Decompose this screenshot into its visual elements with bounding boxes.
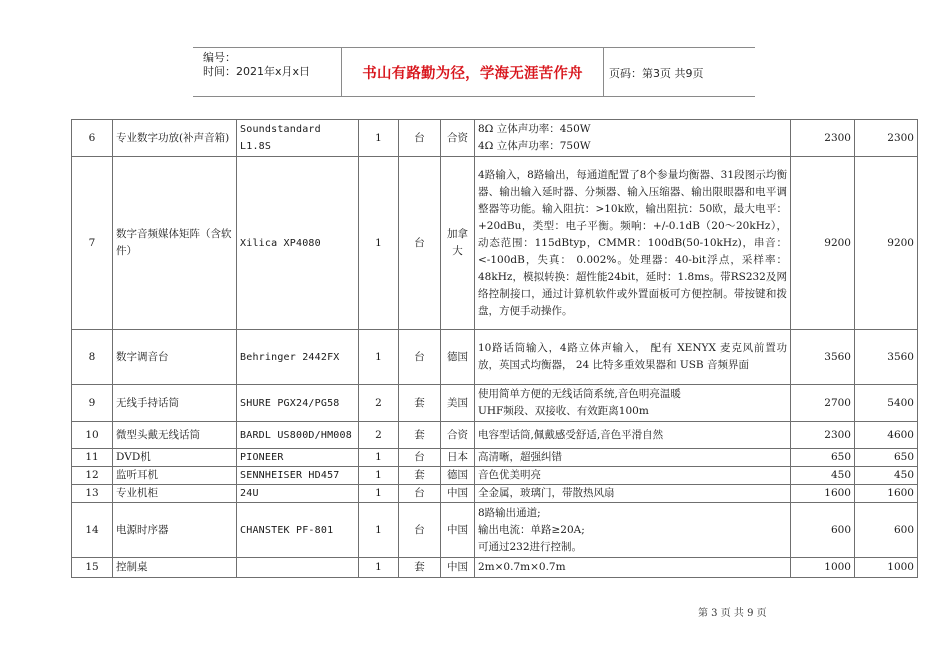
header-rule-top [193,47,755,48]
item-spec [475,120,791,157]
item-origin: 中国 [441,485,475,503]
item-name: 控制桌 [113,558,237,578]
header-rule-bottom [193,96,755,97]
item-spec [475,385,791,422]
item-spec [475,330,791,385]
item-unit-price: 3560 [791,330,855,385]
item-model: Behringer 2442FX [237,330,359,385]
item-number: 14 [72,503,113,558]
header-page-number: 页码：第3页 共9页 [609,67,704,80]
spec-line: 使用简单方便的无线话筒系统,音色明亮温暖 [478,388,681,400]
item-origin: 日本 [441,449,475,467]
item-quantity: 1 [359,330,399,385]
spec-line: 8路输出通道; [478,506,541,519]
item-model: Soundstandard L1.8S [237,120,359,157]
item-spec [475,449,791,467]
item-origin: 合资 [441,422,475,449]
item-model: PIONEER [237,449,359,467]
item-unit-price: 600 [791,503,855,558]
item-origin: 加拿大 [441,157,475,330]
item-number: 10 [72,422,113,449]
equipment-table [71,119,918,578]
header-motto: 书山有路勤为径，学海无涯苦作舟 [362,66,583,82]
table-row [72,120,918,157]
spec-line: 全金属，玻璃门，带散热风扇 [478,487,615,499]
item-number: 8 [72,330,113,385]
item-origin: 德国 [441,467,475,485]
item-unit-price: 2300 [791,422,855,449]
spec-line: 高清晰，超强纠错 [478,451,562,463]
item-unit: 套 [399,467,441,485]
item-unit: 台 [399,330,441,385]
item-unit-price: 2300 [791,120,855,157]
item-number: 12 [72,467,113,485]
item-total-price: 3560 [855,330,918,385]
item-unit: 套 [399,385,441,422]
item-origin: 德国 [441,330,475,385]
item-unit: 台 [399,503,441,558]
spec-line: 电容型话筒,佩戴感受舒适,音色平滑自然 [478,428,664,441]
item-unit-price: 1600 [791,485,855,503]
item-quantity: 1 [359,120,399,157]
item-quantity: 1 [359,467,399,485]
item-quantity: 2 [359,422,399,449]
spec-line: 输出电流：单路≥20A; [478,523,585,536]
item-unit-price: 650 [791,449,855,467]
equipment-table-body [72,120,918,578]
footer-page-number: 第 3 页 共 9 页 [698,608,767,619]
item-total-price: 1600 [855,485,918,503]
item-name: DVD机 [113,449,237,467]
item-unit-price: 2700 [791,385,855,422]
item-unit-price: 9200 [791,157,855,330]
item-quantity: 1 [359,558,399,578]
item-origin: 合资 [441,120,475,157]
item-unit: 台 [399,485,441,503]
item-spec [475,503,791,558]
item-name: 电源时序器 [113,503,237,558]
item-unit: 台 [399,157,441,330]
item-unit: 台 [399,449,441,467]
item-number: 15 [72,558,113,578]
spec-line: 4Ω 立体声功率：750W [478,140,591,152]
header-meta [203,51,310,79]
header-divider-1 [341,47,342,97]
item-model: 24U [237,485,359,503]
item-number: 6 [72,120,113,157]
item-number: 7 [72,157,113,330]
item-name: 数字音频媒体矩阵（含软件） [113,157,237,330]
item-name: 数字调音台 [113,330,237,385]
item-spec [475,485,791,503]
item-total-price: 650 [855,449,918,467]
spec-line: 可通过232进行控制。 [478,540,583,553]
item-quantity: 1 [359,157,399,330]
item-model: CHANSTEK PF-801 [237,503,359,558]
item-name: 专业机柜 [113,485,237,503]
item-origin: 中国 [441,558,475,578]
document-date: 时间：2021年x月x日 [203,65,311,78]
item-total-price: 2300 [855,120,918,157]
item-unit: 台 [399,120,441,157]
item-number: 11 [72,449,113,467]
item-total-price: 9200 [855,157,918,330]
item-name: 监听耳机 [113,467,237,485]
item-spec [475,157,791,330]
item-total-price: 4600 [855,422,918,449]
item-unit: 套 [399,422,441,449]
item-total-price: 450 [855,467,918,485]
spec-line: UHF频段、双接收、有效距离100m [478,405,649,417]
table-row [72,485,918,503]
item-number: 9 [72,385,113,422]
item-model: BARDL US800D/HM008 [237,422,359,449]
spec-line: 8Ω 立体声功率：450W [478,123,591,135]
item-spec [475,467,791,485]
table-row [72,503,918,558]
document-number-label: 编号： [203,51,236,64]
item-quantity: 1 [359,503,399,558]
item-number: 13 [72,485,113,503]
item-model: SENNHEISER HD457 [237,467,359,485]
item-model: Xilica XP4080 [237,157,359,330]
item-origin: 美国 [441,385,475,422]
spec-line: 2m×0.7m×0.7m [478,561,566,573]
item-model: SHURE PGX24/PG58 [237,385,359,422]
item-quantity: 1 [359,449,399,467]
item-quantity: 1 [359,485,399,503]
item-quantity: 2 [359,385,399,422]
table-row [72,422,918,449]
table-row [72,330,918,385]
header-divider-2 [603,47,604,97]
item-spec [475,422,791,449]
table-row [72,467,918,485]
table-row [72,558,918,578]
item-total-price: 1000 [855,558,918,578]
item-name: 无线手持话筒 [113,385,237,422]
spec-line: 4路输入，8路输出，每通道配置了8个参量均衡器、31段图示均衡器、输出输入延时器、分频器、输入压缩器、输出限眼器和电平调整器等功能。输入阻抗：>10k欧，输出阻抗：50欧，最大电平：+20dBu，类型：电子平衡。频响：+/-0.1dB（20～20kHz），动态范围：115dBtyp，CMMR：100dB(50-10kHz)，串音：<-100dB，失真： 0.002%。处理器：40-bit浮点，采样率：48kHz，模拟转换：超性能24bit，延时：1.8ms。带RS232及网络控制接口，通过计算机软件或外置面板可方便控制。带按键和拨盘，方便手动操作。 [478,168,787,317]
item-spec [475,558,791,578]
item-unit: 套 [399,558,441,578]
table-row [72,385,918,422]
item-origin: 中国 [441,503,475,558]
item-name: 微型头戴无线话筒 [113,422,237,449]
spec-line: 音色优美明亮 [478,469,541,481]
item-total-price: 5400 [855,385,918,422]
table-row [72,157,918,330]
item-unit-price: 450 [791,467,855,485]
item-total-price: 600 [855,503,918,558]
item-name: 专业数字功放(补声音箱) [113,120,237,157]
item-model [237,558,359,578]
item-unit-price: 1000 [791,558,855,578]
spec-line: 10路话筒输入，4路立体声输入， 配有 XENYX 麦克风前置功放，英国式均衡器， 24 比特多重效果器和 USB 音频界面 [478,342,787,371]
table-row [72,449,918,467]
